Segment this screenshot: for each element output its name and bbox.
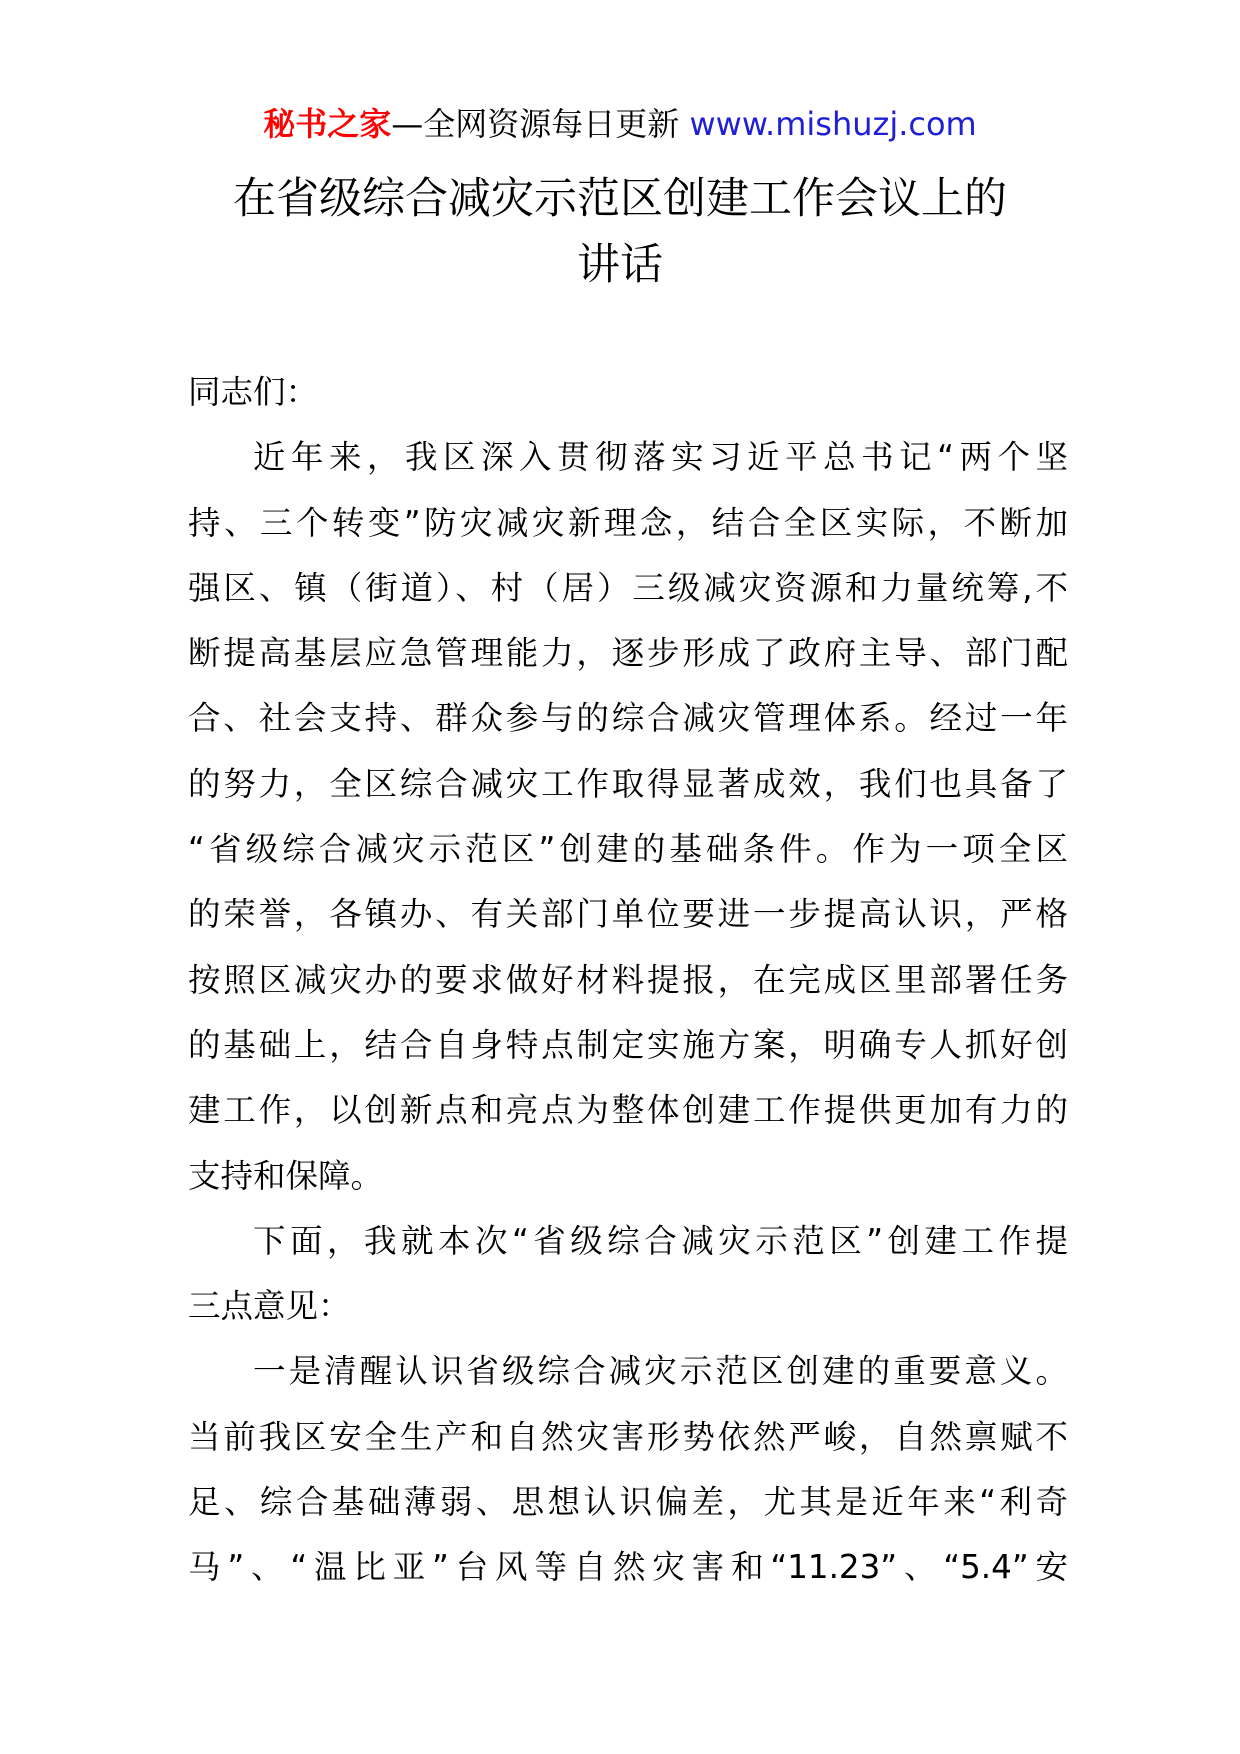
body-line: 支持和保障。 (188, 1156, 384, 1195)
body-line: “省级综合减灾示范区”创建的基础条件。作为一项全区 (188, 830, 1068, 869)
body-line: 足、综合基础薄弱、思想认识偏差，尤其是近年来“利奇 (188, 1483, 1068, 1522)
title-line: 讲话 (577, 240, 663, 290)
site-url-link[interactable]: www.mishuzj.com (689, 105, 977, 143)
body-line: 下面，我就本次“省级综合减灾示范区”创建工作提 (253, 1221, 1068, 1260)
site-header (0, 100, 1240, 148)
body-line: 一是清醒认识省级综合减灾示范区创建的重要意义。 (253, 1352, 1068, 1391)
body-line: 按照区减灾办的要求做好材料提报，在完成区里部署任务 (188, 960, 1068, 999)
body-line: 当前我区安全生产和自然灾害形势依然严峻，自然禀赋不 (188, 1417, 1068, 1456)
body-line: 建工作，以创新点和亮点为整体创建工作提供更加有力的 (188, 1091, 1068, 1130)
body-line: 持、三个转变”防灾减灾新理念，结合全区实际，不断加 (188, 503, 1068, 542)
body-line: 马”、“温比亚”台风等自然灾害和“11.23”、“5.4”安 (188, 1548, 1068, 1587)
body-line: 强区、镇（街道）、村（居）三级减灾资源和力量统筹,不 (188, 568, 1068, 607)
body-line: 断提高基层应急管理能力，逐步形成了政府主导、部门配 (188, 634, 1068, 673)
title-line: 在省级综合减灾示范区创建工作会议上的 (233, 174, 1007, 224)
body-line: 三点意见： (188, 1287, 351, 1326)
body-line: 近年来，我区深入贯彻落实习近平总书记“两个坚 (253, 438, 1068, 477)
salutation: 同志们： (188, 373, 319, 411)
body-line: 的基础上，结合自身特点制定实施方案，明确专人抓好创 (188, 1025, 1068, 1064)
brand-name: 秘书之家 (263, 105, 392, 143)
body-line: 的荣誉，各镇办、有关部门单位要进一步提高认识，严格 (188, 895, 1068, 934)
document-body (188, 360, 1068, 1601)
body-line: 的努力，全区综合减灾工作取得显著成效，我们也具备了 (188, 764, 1068, 803)
body-line: 合、社会支持、群众参与的综合减灾管理体系。经过一年 (188, 699, 1068, 738)
document-title (150, 166, 1090, 298)
header-tagline: —全网资源每日更新 (391, 105, 690, 143)
